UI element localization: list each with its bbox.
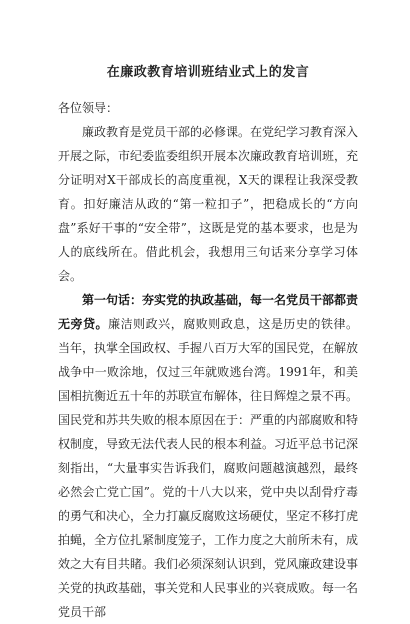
salutation: 各位领导： (58, 101, 119, 115)
first-point-body: 廉洁则政兴，腐败则政息，这是历史的铁律。当年，执掌全国政权、手握八百万大军的国民党，在解放战争中一败涂地，仅过三年就败逃台湾。1991年，和美国相抗衡近五十年的苏联宣布解体，往日辉煌之景不再。国民党和苏共失败的根本原因在于：严重的内部腐败和特权制度，导致无法代表人民的根本利益。习近平总书记深刻指出，“大量事实告诉我们，腐败问题越演越烈，最终必然会亡党亡国”。党的十八大以来，党中央以刮骨疗毒的勇气和决心，全力打赢反腐败这场硬仗，坚定不移打虎拍蝇，全方位扎紧制度笼子，工作力度之大前所未有，成效之大有目共睹。我们必须深刻认识到，党风廉政建设事关党的执政基础，事关党和人民事业的兴衰成败。每一名党员干部 (58, 317, 359, 619)
document-title: 在廉政教育培训班结业式上的发言 (106, 65, 310, 80)
first-point-heading: 第一句话：夯实党的执政基础，每一名党员干部都责无旁贷。 (58, 293, 359, 331)
paragraph-intro: 廉政教育是党员干部的必修课。在党纪学习教育深入开展之际，市纪委监委组织开展本次廉政教育培训班，充分证明对X干部成长的高度重视，X天的课程让我深受教育。扣好廉洁从政的“第一粒扣子”，把稳成长的“方向盘”系好干事的“安全带”，这既是党的基本要求，也是为人的底线所在。借此机会，我想用三句话来分享学习体会。 (58, 125, 359, 283)
paragraph-first-point (58, 288, 358, 624)
